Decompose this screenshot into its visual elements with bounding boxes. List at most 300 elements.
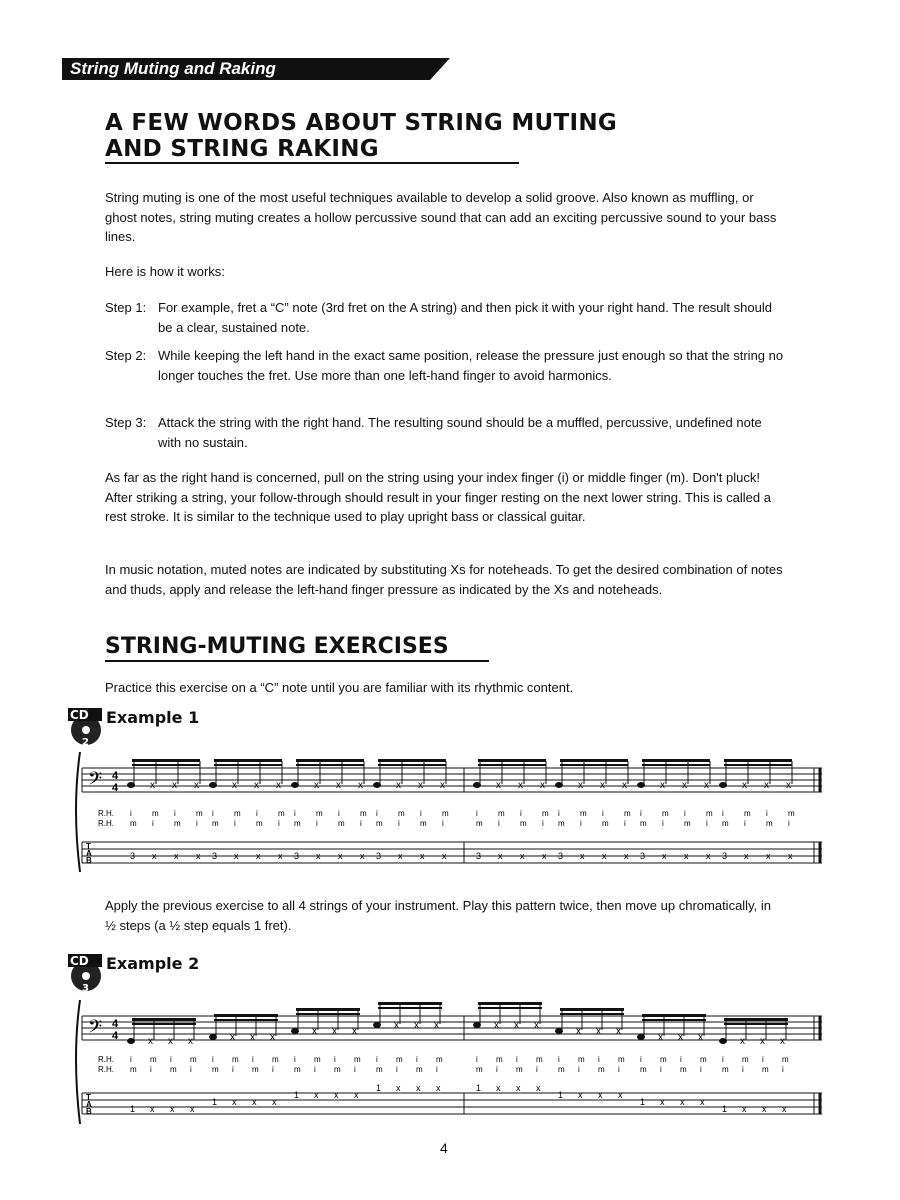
tab-mark: x <box>278 851 283 861</box>
finger-mark: i <box>232 1065 234 1074</box>
finger-mark: i <box>338 809 340 818</box>
finger-mark: i <box>536 1065 538 1074</box>
tab-mark: x <box>578 1090 583 1100</box>
rh-label: R.H. <box>98 1055 114 1064</box>
step-1 <box>105 298 785 337</box>
cd-icon <box>68 706 106 746</box>
finger-mark: i <box>416 1055 418 1064</box>
page-number: 4 <box>440 1140 448 1156</box>
step-text: While keeping the left hand in the exact same position, release the pressure just enough so that the string no longer touches the fret. Use more than one left-hand finger to avoid harmonics. <box>158 348 784 383</box>
tab-mark: x <box>272 1097 277 1107</box>
finger-mark: m <box>476 819 483 828</box>
finger-mark: m <box>316 809 323 818</box>
finger-mark: m <box>272 1055 279 1064</box>
mute-note: x <box>440 780 445 791</box>
finger-mark: i <box>252 1055 254 1064</box>
cd-icon <box>68 952 106 992</box>
finger-mark: m <box>170 1065 177 1074</box>
tab-mark: x <box>442 851 447 861</box>
finger-mark: m <box>662 809 669 818</box>
finger-mark: i <box>376 1055 378 1064</box>
tab-mark: x <box>742 1104 747 1114</box>
step-label: Step 3: <box>105 415 147 430</box>
finger-mark: i <box>152 819 154 828</box>
finger-mark: m <box>578 1055 585 1064</box>
finger-mark: m <box>150 1055 157 1064</box>
finger-mark: i <box>684 809 686 818</box>
example-1-fingering <box>130 809 795 828</box>
finger-mark: m <box>212 819 219 828</box>
finger-mark: i <box>130 809 132 818</box>
mute-note: x <box>396 780 401 791</box>
mute-note: x <box>336 780 341 791</box>
notehead <box>291 782 299 788</box>
tab-mark: x <box>580 851 585 861</box>
finger-mark: m <box>520 819 527 828</box>
finger-mark: i <box>742 1065 744 1074</box>
tab-b: B <box>86 1107 92 1116</box>
time-sig-bottom: 4 <box>112 782 119 794</box>
tab-mark: x <box>782 1104 787 1114</box>
finger-mark: m <box>684 819 691 828</box>
notehead <box>719 1038 727 1044</box>
time-sig-top: 4 <box>112 770 119 782</box>
mute-note: x <box>678 1032 683 1043</box>
mute-note: x <box>332 1026 337 1037</box>
tab-mark: x <box>436 1083 441 1093</box>
notehead <box>127 1038 135 1044</box>
finger-mark: i <box>190 1065 192 1074</box>
finger-mark: i <box>766 809 768 818</box>
mute-note: x <box>660 780 665 791</box>
finger-mark: m <box>640 1065 647 1074</box>
notehead <box>209 782 217 788</box>
finger-mark: i <box>722 809 724 818</box>
mute-note: x <box>518 780 523 791</box>
finger-mark: i <box>272 1065 274 1074</box>
finger-mark: m <box>442 809 449 818</box>
tab-a: A <box>86 849 92 858</box>
step-3 <box>105 413 785 452</box>
finger-mark: i <box>520 809 522 818</box>
mute-note: x <box>352 1026 357 1037</box>
mute-note: x <box>168 1036 173 1047</box>
bass-clef-icon: 𝄢 <box>88 1017 103 1042</box>
finger-mark: i <box>170 1055 172 1064</box>
finger-mark: i <box>294 809 296 818</box>
tab-mark: 1 <box>640 1097 646 1107</box>
finger-mark: m <box>660 1055 667 1064</box>
tab-mark: x <box>542 851 547 861</box>
finger-mark: m <box>722 819 729 828</box>
finger-mark: i <box>578 1065 580 1074</box>
tab-mark: x <box>152 851 157 861</box>
mute-note: x <box>576 1026 581 1037</box>
finger-mark: m <box>338 819 345 828</box>
tab-mark: 1 <box>376 1083 382 1093</box>
mute-note: x <box>358 780 363 791</box>
finger-mark: m <box>700 1055 707 1064</box>
mute-note: x <box>230 1032 235 1043</box>
tab-mark: 1 <box>558 1090 564 1100</box>
finger-mark: m <box>542 809 549 818</box>
finger-mark: m <box>476 1065 483 1074</box>
tab-mark: x <box>536 1083 541 1093</box>
finger-mark: m <box>580 809 587 818</box>
finger-mark: m <box>782 1055 789 1064</box>
mute-note: x <box>698 1032 703 1043</box>
tab-mark: 3 <box>722 851 728 861</box>
finger-mark: i <box>354 1065 356 1074</box>
mute-note: x <box>312 1026 317 1037</box>
finger-mark: m <box>278 809 285 818</box>
intro-paragraph: String muting is one of the most useful techniques available to develop a solid groove. Also known as muffling, or ghost notes, string muting creates a hollow percussive sound that can add an exciting percussive sound to your bass lines. <box>105 190 777 244</box>
mute-note: x <box>682 780 687 791</box>
mute-note: x <box>540 780 545 791</box>
finger-mark: i <box>558 809 560 818</box>
finger-mark: i <box>580 819 582 828</box>
mute-note: x <box>760 1036 765 1047</box>
finger-mark: m <box>722 1065 729 1074</box>
tab-mark: x <box>598 1090 603 1100</box>
page-title-line2: AND STRING RAKING <box>105 136 519 164</box>
step-label: Step 1: <box>105 300 147 315</box>
tab-mark: x <box>256 851 261 861</box>
finger-mark: m <box>314 1055 321 1064</box>
notehead <box>373 782 381 788</box>
finger-mark: m <box>498 809 505 818</box>
finger-mark: i <box>498 819 500 828</box>
mute-note: x <box>276 780 281 791</box>
tab-mark: 1 <box>476 1083 482 1093</box>
step-label: Step 2: <box>105 348 147 363</box>
finger-mark: i <box>542 819 544 828</box>
tab-mark: x <box>624 851 629 861</box>
finger-mark: i <box>196 819 198 828</box>
finger-mark: i <box>234 819 236 828</box>
bass-clef-icon: 𝄢 <box>88 769 103 794</box>
finger-mark: m <box>174 819 181 828</box>
finger-mark: i <box>316 819 318 828</box>
mute-note: x <box>658 1032 663 1043</box>
finger-mark: i <box>398 819 400 828</box>
finger-mark: m <box>234 809 241 818</box>
tab-mark: x <box>234 851 239 861</box>
tab-mark: 3 <box>640 851 646 861</box>
mute-note: x <box>596 1026 601 1037</box>
cd-label: CD <box>70 954 89 968</box>
finger-mark: m <box>376 1065 383 1074</box>
tab-mark: x <box>398 851 403 861</box>
finger-mark: m <box>232 1055 239 1064</box>
rh-label: R.H. <box>98 819 114 828</box>
finger-mark: i <box>662 819 664 828</box>
finger-mark: i <box>762 1055 764 1064</box>
mute-note: x <box>496 780 501 791</box>
tab-mark: x <box>420 851 425 861</box>
finger-mark: i <box>558 1055 560 1064</box>
tab-mark: x <box>196 851 201 861</box>
finger-mark: m <box>624 809 631 818</box>
tab-mark: 3 <box>376 851 382 861</box>
notehead <box>127 782 135 788</box>
mute-note: x <box>232 780 237 791</box>
mute-note: x <box>534 1020 539 1031</box>
tab-mark: 1 <box>130 1104 136 1114</box>
finger-mark: m <box>396 1055 403 1064</box>
finger-mark: m <box>640 819 647 828</box>
tab-mark: 3 <box>476 851 482 861</box>
tab-mark: x <box>706 851 711 861</box>
section-heading: STRING-MUTING EXERCISES <box>105 634 489 662</box>
rh-label: R.H. <box>98 1065 114 1074</box>
finger-mark: m <box>558 1065 565 1074</box>
tab-mark: x <box>396 1083 401 1093</box>
tab-b: B <box>86 856 92 865</box>
mute-note: x <box>414 1020 419 1031</box>
banner-title: String Muting and Raking <box>70 59 276 78</box>
notehead <box>291 1028 299 1034</box>
tab-mark: x <box>314 1090 319 1100</box>
finger-mark: i <box>602 809 604 818</box>
cd-track: 3 <box>82 983 89 992</box>
tab-mark: 3 <box>558 851 564 861</box>
finger-mark: i <box>624 819 626 828</box>
time-sig-bottom: 4 <box>112 1030 119 1042</box>
mute-note: x <box>194 780 199 791</box>
tab-mark: x <box>416 1083 421 1093</box>
finger-mark: i <box>744 819 746 828</box>
mute-note: x <box>172 780 177 791</box>
how-paragraph: Here is how it works: <box>105 264 225 279</box>
finger-mark: i <box>436 1065 438 1074</box>
mute-note: x <box>780 1036 785 1047</box>
mute-note: x <box>270 1032 275 1043</box>
tab-mark: 1 <box>294 1090 300 1100</box>
tab-mark: x <box>316 851 321 861</box>
example-1-title: Example 1 <box>106 708 200 727</box>
tab-mark: x <box>762 1104 767 1114</box>
example-2-tab <box>130 1083 787 1114</box>
notation-paragraph: In music notation, muted notes are indicated by substituting Xs for noteheads. To get the desired combination of notes and thuds, apply and release the left-hand finger pressure as indicated by the Xs and noteheads. <box>105 562 783 597</box>
page-title <box>105 110 617 164</box>
tab-mark: x <box>680 1097 685 1107</box>
notehead <box>637 782 645 788</box>
finger-mark: m <box>130 1065 137 1074</box>
tab-mark: x <box>766 851 771 861</box>
example-2-title: Example 2 <box>106 954 200 973</box>
mute-note: x <box>148 1036 153 1047</box>
mute-note: x <box>434 1020 439 1031</box>
tab-mark: x <box>662 851 667 861</box>
time-sig-top: 4 <box>112 1018 119 1030</box>
tab-mark: x <box>660 1097 665 1107</box>
finger-mark: i <box>618 1065 620 1074</box>
cd-track: 2 <box>82 737 89 746</box>
finger-mark: m <box>376 819 383 828</box>
finger-mark: i <box>360 819 362 828</box>
mute-note: x <box>764 780 769 791</box>
mute-note: x <box>578 780 583 791</box>
tab-mark: x <box>496 1083 501 1093</box>
notehead <box>555 1028 563 1034</box>
mute-note: x <box>494 1020 499 1031</box>
tab-mark: x <box>354 1090 359 1100</box>
page-title-line1: A FEW WORDS ABOUT STRING MUTING <box>105 110 618 136</box>
apply-paragraph: Apply the previous exercise to all 4 strings of your instrument. Play this pattern twice, then move up chromatically, in ½ steps (a ½ step equals 1 fret). <box>105 898 771 933</box>
tab-mark: x <box>498 851 503 861</box>
finger-mark: i <box>396 1065 398 1074</box>
finger-mark: i <box>640 809 642 818</box>
mute-note: x <box>188 1036 193 1047</box>
tab-mark: 3 <box>130 851 136 861</box>
tab-mark: 3 <box>294 851 300 861</box>
step-text: Attack the string with the right hand. The resulting sound should be a muffled, percussive, undefined note with no sustain. <box>158 415 762 450</box>
finger-mark: m <box>130 819 137 828</box>
tab-mark: x <box>252 1097 257 1107</box>
example-1-notation <box>62 748 832 888</box>
notehead <box>473 782 481 788</box>
finger-mark: m <box>762 1065 769 1074</box>
finger-mark: m <box>360 809 367 818</box>
tab-mark: x <box>618 1090 623 1100</box>
finger-mark: m <box>196 809 203 818</box>
tab-mark: 1 <box>722 1104 728 1114</box>
finger-mark: m <box>354 1055 361 1064</box>
tab-mark: x <box>602 851 607 861</box>
finger-mark: m <box>294 819 301 828</box>
tab-mark: x <box>190 1104 195 1114</box>
finger-mark: i <box>174 809 176 818</box>
finger-mark: m <box>558 819 565 828</box>
finger-mark: m <box>252 1065 259 1074</box>
notehead <box>473 1022 481 1028</box>
finger-mark: m <box>744 809 751 818</box>
finger-mark: m <box>212 1065 219 1074</box>
finger-mark: i <box>598 1055 600 1064</box>
finger-mark: i <box>294 1055 296 1064</box>
mute-note: x <box>622 780 627 791</box>
step-text: For example, fret a “C” note (3rd fret on the A string) and then pick it with your right hand. The result should be a clear, sustained note. <box>158 300 772 335</box>
finger-mark: m <box>618 1055 625 1064</box>
tab-a: A <box>86 1100 92 1109</box>
finger-mark: i <box>278 819 280 828</box>
finger-mark: i <box>130 1055 132 1064</box>
finger-mark: m <box>334 1065 341 1074</box>
finger-mark: i <box>476 809 478 818</box>
mute-note: x <box>600 780 605 791</box>
mute-note: x <box>250 1032 255 1043</box>
mute-note: x <box>742 780 747 791</box>
finger-mark: i <box>376 809 378 818</box>
finger-mark: m <box>602 819 609 828</box>
tab-mark: x <box>360 851 365 861</box>
notehead <box>555 782 563 788</box>
finger-mark: i <box>788 819 790 828</box>
finger-mark: i <box>476 1055 478 1064</box>
finger-mark: i <box>334 1055 336 1064</box>
finger-mark: m <box>788 809 795 818</box>
tab-mark: x <box>684 851 689 861</box>
mute-note: x <box>418 780 423 791</box>
notehead <box>637 1034 645 1040</box>
finger-mark: m <box>152 809 159 818</box>
tab-t: T <box>86 842 91 851</box>
mute-note: x <box>616 1026 621 1037</box>
step-2 <box>105 346 785 385</box>
tab-mark: x <box>516 1083 521 1093</box>
finger-mark: i <box>722 1055 724 1064</box>
notehead <box>209 1034 217 1040</box>
tab-mark: x <box>700 1097 705 1107</box>
finger-mark: m <box>742 1055 749 1064</box>
finger-mark: m <box>398 809 405 818</box>
practice-paragraph: Practice this exercise on a “C” note until you are familiar with its rhythmic content. <box>105 680 574 695</box>
tab-mark: x <box>150 1104 155 1114</box>
tab-mark: x <box>170 1104 175 1114</box>
mute-note: x <box>314 780 319 791</box>
tab-t: T <box>86 1093 91 1102</box>
finger-mark: i <box>782 1065 784 1074</box>
tab-mark: x <box>744 851 749 861</box>
finger-mark: i <box>680 1055 682 1064</box>
finger-mark: i <box>516 1055 518 1064</box>
finger-mark: m <box>420 819 427 828</box>
rh-label: R.H. <box>98 809 114 818</box>
mute-note: x <box>394 1020 399 1031</box>
right-hand-paragraph: As far as the right hand is concerned, pull on the string using your index finger (i) or middle finger (m). Don't pluck! After striking a string, your follow-through should result in your finger resting on the next lower string. This is called a rest stroke. It is similar to the technique used to play upright bass or classical guitar. <box>105 470 771 524</box>
finger-mark: m <box>706 809 713 818</box>
section-banner <box>62 58 450 80</box>
mute-note: x <box>740 1036 745 1047</box>
finger-mark: i <box>256 809 258 818</box>
finger-mark: m <box>190 1055 197 1064</box>
finger-mark: m <box>436 1055 443 1064</box>
example-2-notation <box>62 996 832 1136</box>
example-2-fingering <box>130 1055 789 1074</box>
finger-mark: i <box>442 819 444 828</box>
finger-mark: i <box>706 819 708 828</box>
mute-note: x <box>254 780 259 791</box>
finger-mark: m <box>256 819 263 828</box>
finger-mark: i <box>700 1065 702 1074</box>
mute-note: x <box>704 780 709 791</box>
tab-mark: x <box>520 851 525 861</box>
tab-mark: x <box>174 851 179 861</box>
finger-mark: i <box>212 1055 214 1064</box>
tab-mark: x <box>788 851 793 861</box>
notehead <box>373 1022 381 1028</box>
finger-mark: m <box>680 1065 687 1074</box>
tab-mark: x <box>334 1090 339 1100</box>
tab-mark: 3 <box>212 851 218 861</box>
finger-mark: m <box>536 1055 543 1064</box>
finger-mark: m <box>496 1055 503 1064</box>
finger-mark: i <box>420 809 422 818</box>
finger-mark: i <box>150 1065 152 1074</box>
notehead <box>719 782 727 788</box>
finger-mark: m <box>766 819 773 828</box>
finger-mark: i <box>496 1065 498 1074</box>
mute-note: x <box>786 780 791 791</box>
cd-label: CD <box>70 708 89 722</box>
finger-mark: i <box>640 1055 642 1064</box>
finger-mark: m <box>598 1065 605 1074</box>
finger-mark: i <box>314 1065 316 1074</box>
finger-mark: i <box>212 809 214 818</box>
finger-mark: i <box>660 1065 662 1074</box>
finger-mark: m <box>416 1065 423 1074</box>
